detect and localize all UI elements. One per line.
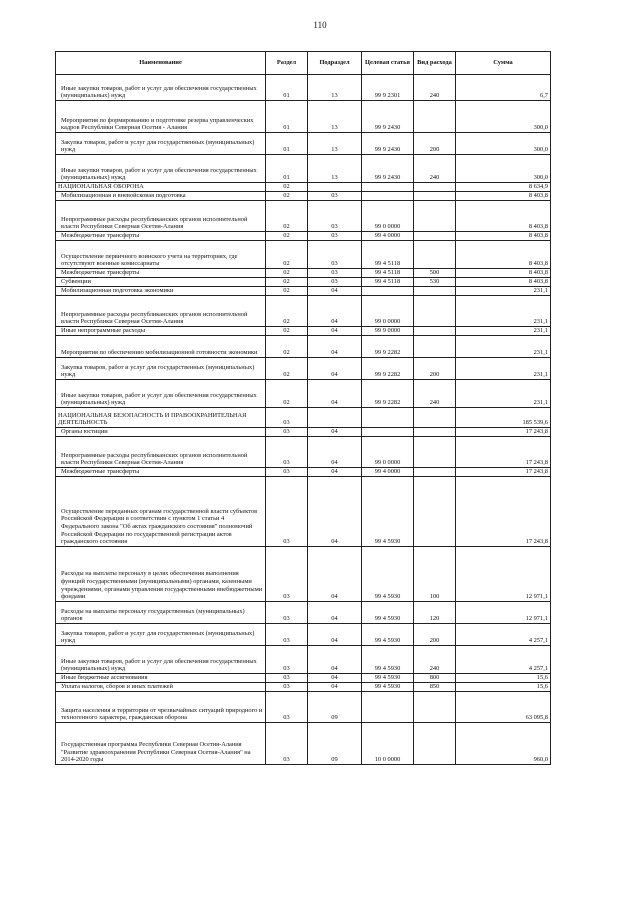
row-razdel: 03: [266, 646, 308, 674]
row-statya: 99 4 5930: [362, 624, 414, 646]
row-summa: 17 243,8: [456, 437, 551, 468]
row-name: Уплата налогов, сборов и иных платежей: [56, 683, 266, 692]
row-podrazdel: 04: [308, 336, 362, 358]
table-row: [56, 602, 551, 624]
row-name: Непрограммные расходы республиканских органов исполнительной власти Республики Северная Осетия-Алания: [56, 437, 266, 468]
table-row: [56, 723, 551, 765]
row-statya: 99 4 5930: [362, 683, 414, 692]
row-statya: 99 4 5930: [362, 602, 414, 624]
table-row: [56, 155, 551, 183]
row-summa: 300,0: [456, 101, 551, 133]
row-statya: 99 4 5118: [362, 241, 414, 269]
table-row: [56, 133, 551, 155]
row-vid: [414, 336, 456, 358]
row-podrazdel: 03: [308, 192, 362, 201]
table-row: [56, 287, 551, 296]
row-summa: 17 243,8: [456, 428, 551, 437]
row-summa: 231,1: [456, 336, 551, 358]
row-podrazdel: 04: [308, 296, 362, 327]
row-razdel: 02: [266, 296, 308, 327]
header-razdel: Раздел: [266, 52, 308, 75]
row-razdel: 01: [266, 133, 308, 155]
row-statya: 99 4 5930: [362, 674, 414, 683]
row-podrazdel: [308, 408, 362, 428]
table-row: [56, 646, 551, 674]
row-vid: [414, 183, 456, 192]
row-razdel: 01: [266, 101, 308, 133]
row-vid: 200: [414, 624, 456, 646]
row-podrazdel: 13: [308, 133, 362, 155]
row-name: Непрограммные расходы республиканских органов исполнительной власти Республики Северная Осетия-Алания: [56, 201, 266, 232]
row-razdel: 03: [266, 692, 308, 723]
row-summa: 17 243,8: [456, 468, 551, 477]
row-vid: 200: [414, 358, 456, 380]
row-razdel: 02: [266, 241, 308, 269]
row-podrazdel: 04: [308, 358, 362, 380]
row-vid: 100: [414, 547, 456, 602]
row-statya: 99 9 2430: [362, 101, 414, 133]
budget-table: [55, 51, 551, 765]
table-row: [56, 183, 551, 192]
row-razdel: 03: [266, 428, 308, 437]
row-razdel: 02: [266, 201, 308, 232]
row-summa: 4 257,1: [456, 646, 551, 674]
row-name: Иные закупки товаров, работ и услуг для обеспечения государственных (муниципальных) нужд: [56, 155, 266, 183]
row-statya: 99 4 0000: [362, 232, 414, 241]
row-vid: 240: [414, 380, 456, 408]
row-vid: [414, 327, 456, 336]
row-podrazdel: 13: [308, 101, 362, 133]
row-name: Мобилизационная подготовка экономики: [56, 287, 266, 296]
page-number: 110: [313, 20, 327, 30]
row-vid: 500: [414, 269, 456, 278]
table-row: [56, 278, 551, 287]
row-vid: [414, 408, 456, 428]
row-summa: 185 539,6: [456, 408, 551, 428]
row-razdel: 02: [266, 269, 308, 278]
row-statya: 99 9 2282: [362, 358, 414, 380]
row-podrazdel: 04: [308, 602, 362, 624]
row-statya: [362, 287, 414, 296]
row-podrazdel: 04: [308, 624, 362, 646]
row-summa: 300,0: [456, 155, 551, 183]
row-podrazdel: 03: [308, 278, 362, 287]
row-statya: 99 4 5930: [362, 646, 414, 674]
row-razdel: 02: [266, 336, 308, 358]
row-name: Расходы на выплаты персоналу в целях обеспечения выполнения функций государственными (муниципальными) органами, казенными учреждениями, органами управления государственными внебюджетными фондами: [56, 547, 266, 602]
row-vid: [414, 692, 456, 723]
row-podrazdel: 04: [308, 646, 362, 674]
table-row: [56, 477, 551, 547]
row-razdel: 02: [266, 192, 308, 201]
row-razdel: 03: [266, 624, 308, 646]
row-name: Органы юстиции: [56, 428, 266, 437]
row-statya: 99 9 2282: [362, 380, 414, 408]
row-statya: 99 9 0000: [362, 327, 414, 336]
row-summa: 8 403,8: [456, 201, 551, 232]
table-row: [56, 692, 551, 723]
row-statya: [362, 192, 414, 201]
row-summa: 8 634,9: [456, 183, 551, 192]
row-name: Межбюджетные трансферты: [56, 468, 266, 477]
row-statya: [362, 692, 414, 723]
row-podrazdel: 04: [308, 437, 362, 468]
row-name: Иные закупки товаров, работ и услуг для обеспечения государственных (муниципальных) нужд: [56, 380, 266, 408]
row-summa: 4 257,1: [456, 624, 551, 646]
row-statya: 99 4 5118: [362, 269, 414, 278]
row-name: Иные бюджетные ассигнования: [56, 674, 266, 683]
header-name: Наименование: [56, 52, 266, 75]
row-summa: 231,1: [456, 358, 551, 380]
row-summa: 960,0: [456, 723, 551, 765]
row-vid: [414, 192, 456, 201]
row-name: Иные закупки товаров, работ и услуг для обеспечения государственных (муниципальных) нужд: [56, 75, 266, 101]
row-statya: [362, 183, 414, 192]
row-statya: 99 9 2301: [362, 75, 414, 101]
row-razdel: 03: [266, 723, 308, 765]
header-vid: Вид расхода: [414, 52, 456, 75]
table-row: [56, 232, 551, 241]
row-razdel: 03: [266, 674, 308, 683]
table-row: [56, 674, 551, 683]
row-summa: 12 971,1: [456, 602, 551, 624]
table-row: [56, 201, 551, 232]
row-razdel: 01: [266, 155, 308, 183]
row-name: Мероприятия по формированию и подготовке резерва управленческих кадров Республики Северная Осетия - Алания: [56, 101, 266, 133]
row-name: Иные закупки товаров, работ и услуг для обеспечения государственных (муниципальных) нужд: [56, 646, 266, 674]
row-podrazdel: 09: [308, 723, 362, 765]
table-row: [56, 327, 551, 336]
row-summa: 231,1: [456, 296, 551, 327]
row-summa: 300,0: [456, 133, 551, 155]
table-row: [56, 358, 551, 380]
table-row: [56, 547, 551, 602]
header-statya: Целевая статья: [362, 52, 414, 75]
row-summa: 15,6: [456, 674, 551, 683]
row-podrazdel: 03: [308, 241, 362, 269]
row-summa: 8 403,8: [456, 192, 551, 201]
table-row: [56, 408, 551, 428]
row-statya: 99 4 5118: [362, 278, 414, 287]
row-statya: 99 9 2430: [362, 133, 414, 155]
header-podrazdel: Подраздел: [308, 52, 362, 75]
row-podrazdel: 04: [308, 477, 362, 547]
row-name: Государственная программа Республики Северная Осетия-Алания "Развитие здравоохранения Республики Северная Осетия-Алания" на 2014-2020 годы: [56, 723, 266, 765]
row-name: Межбюджетные трансферты: [56, 269, 266, 278]
row-podrazdel: 04: [308, 287, 362, 296]
row-name: НАЦИОНАЛЬНАЯ ОБОРОНА: [56, 183, 266, 192]
row-summa: 231,1: [456, 287, 551, 296]
row-vid: [414, 201, 456, 232]
table-row: [56, 269, 551, 278]
row-summa: 6,7: [456, 75, 551, 101]
row-name: Мероприятия по обеспечению мобилизационной готовности экономики: [56, 336, 266, 358]
row-razdel: 03: [266, 547, 308, 602]
row-name: Межбюджетные трансферты: [56, 232, 266, 241]
row-name: Закупка товаров, работ и услуг для государственных (муниципальных) нужд: [56, 358, 266, 380]
row-podrazdel: 03: [308, 201, 362, 232]
row-name: Защита населения и территории от чрезвычайных ситуаций природного и техногенного характера, гражданская оборона: [56, 692, 266, 723]
row-name: Осуществление переданных органам государственной власти субъектов Российской Федерации в соответствии с пунктом 1 статьи 4 Федерального закона "Об актах гражданского состояния" полномочий Российской Федерации по государственной регистрации актов гражданского состояния: [56, 477, 266, 547]
row-vid: 200: [414, 133, 456, 155]
row-statya: 99 9 2430: [362, 155, 414, 183]
row-statya: 99 4 0000: [362, 468, 414, 477]
row-podrazdel: 04: [308, 674, 362, 683]
row-vid: [414, 232, 456, 241]
row-podrazdel: 13: [308, 75, 362, 101]
row-podrazdel: 09: [308, 692, 362, 723]
row-podrazdel: [308, 183, 362, 192]
row-name: Закупка товаров, работ и услуг для государственных (муниципальных) нужд: [56, 624, 266, 646]
row-statya: 10 0 0000: [362, 723, 414, 765]
table-row: [56, 296, 551, 327]
row-razdel: 03: [266, 477, 308, 547]
row-razdel: 03: [266, 468, 308, 477]
table-row: [56, 683, 551, 692]
row-summa: 231,1: [456, 327, 551, 336]
row-name: Непрограммные расходы республиканских органов исполнительной власти Республики Северная Осетия-Алания: [56, 296, 266, 327]
row-vid: [414, 101, 456, 133]
row-vid: 240: [414, 646, 456, 674]
row-podrazdel: 04: [308, 547, 362, 602]
table-row: [56, 380, 551, 408]
row-summa: 8 403,8: [456, 241, 551, 269]
row-razdel: 02: [266, 287, 308, 296]
row-vid: [414, 437, 456, 468]
row-summa: 8 403,8: [456, 269, 551, 278]
row-podrazdel: 03: [308, 232, 362, 241]
table-header-row: [56, 52, 551, 75]
row-razdel: 03: [266, 437, 308, 468]
table-row: [56, 75, 551, 101]
row-name: Расходы на выплаты персоналу государственных (муниципальных) органов: [56, 602, 266, 624]
row-vid: 850: [414, 683, 456, 692]
row-razdel: 02: [266, 183, 308, 192]
row-summa: 231,1: [456, 380, 551, 408]
row-razdel: 02: [266, 380, 308, 408]
row-vid: [414, 468, 456, 477]
row-summa: 8 403,8: [456, 278, 551, 287]
table-row: [56, 336, 551, 358]
row-vid: [414, 241, 456, 269]
row-vid: 120: [414, 602, 456, 624]
row-name: Иные непрограммные расходы: [56, 327, 266, 336]
table-row: [56, 468, 551, 477]
row-podrazdel: 04: [308, 380, 362, 408]
table-row: [56, 428, 551, 437]
table-row: [56, 437, 551, 468]
row-razdel: 02: [266, 327, 308, 336]
row-statya: [362, 408, 414, 428]
row-name: Осуществление первичного воинского учета на территориях, где отсутствуют военные комиссариаты: [56, 241, 266, 269]
row-vid: [414, 477, 456, 547]
row-podrazdel: 13: [308, 155, 362, 183]
row-vid: 800: [414, 674, 456, 683]
row-razdel: 03: [266, 683, 308, 692]
row-summa: 12 971,1: [456, 547, 551, 602]
row-name: Субвенции: [56, 278, 266, 287]
row-vid: 240: [414, 75, 456, 101]
row-podrazdel: 04: [308, 468, 362, 477]
row-razdel: 03: [266, 602, 308, 624]
row-name: НАЦИОНАЛЬНАЯ БЕЗОПАСНОСТЬ И ПРАВООХРАНИТЕЛЬНАЯ ДЕЯТЕЛЬНОСТЬ: [56, 408, 266, 428]
row-razdel: 01: [266, 75, 308, 101]
row-summa: 63 095,8: [456, 692, 551, 723]
row-razdel: 02: [266, 278, 308, 287]
row-razdel: 02: [266, 232, 308, 241]
row-summa: 15,6: [456, 683, 551, 692]
row-statya: 99 9 2282: [362, 336, 414, 358]
table-row: [56, 192, 551, 201]
row-summa: 8 403,8: [456, 232, 551, 241]
row-statya: 99 4 5930: [362, 477, 414, 547]
row-statya: 99 0 0000: [362, 437, 414, 468]
row-name: Мобилизационная и вневойсковая подготовка: [56, 192, 266, 201]
row-vid: [414, 296, 456, 327]
row-name: Закупка товаров, работ и услуг для государственных (муниципальных) нужд: [56, 133, 266, 155]
row-summa: 17 243,8: [456, 477, 551, 547]
row-podrazdel: 04: [308, 428, 362, 437]
row-podrazdel: 04: [308, 683, 362, 692]
table-row: [56, 241, 551, 269]
table-row: [56, 101, 551, 133]
row-razdel: 02: [266, 358, 308, 380]
row-vid: [414, 287, 456, 296]
row-statya: [362, 428, 414, 437]
row-vid: 530: [414, 278, 456, 287]
row-vid: 240: [414, 155, 456, 183]
row-statya: 99 4 5930: [362, 547, 414, 602]
row-vid: [414, 428, 456, 437]
row-vid: [414, 723, 456, 765]
header-summa: Сумма: [456, 52, 551, 75]
row-razdel: 03: [266, 408, 308, 428]
row-statya: 99 0 0000: [362, 201, 414, 232]
row-podrazdel: 04: [308, 327, 362, 336]
row-statya: 99 0 0000: [362, 296, 414, 327]
table-row: [56, 624, 551, 646]
row-podrazdel: 03: [308, 269, 362, 278]
